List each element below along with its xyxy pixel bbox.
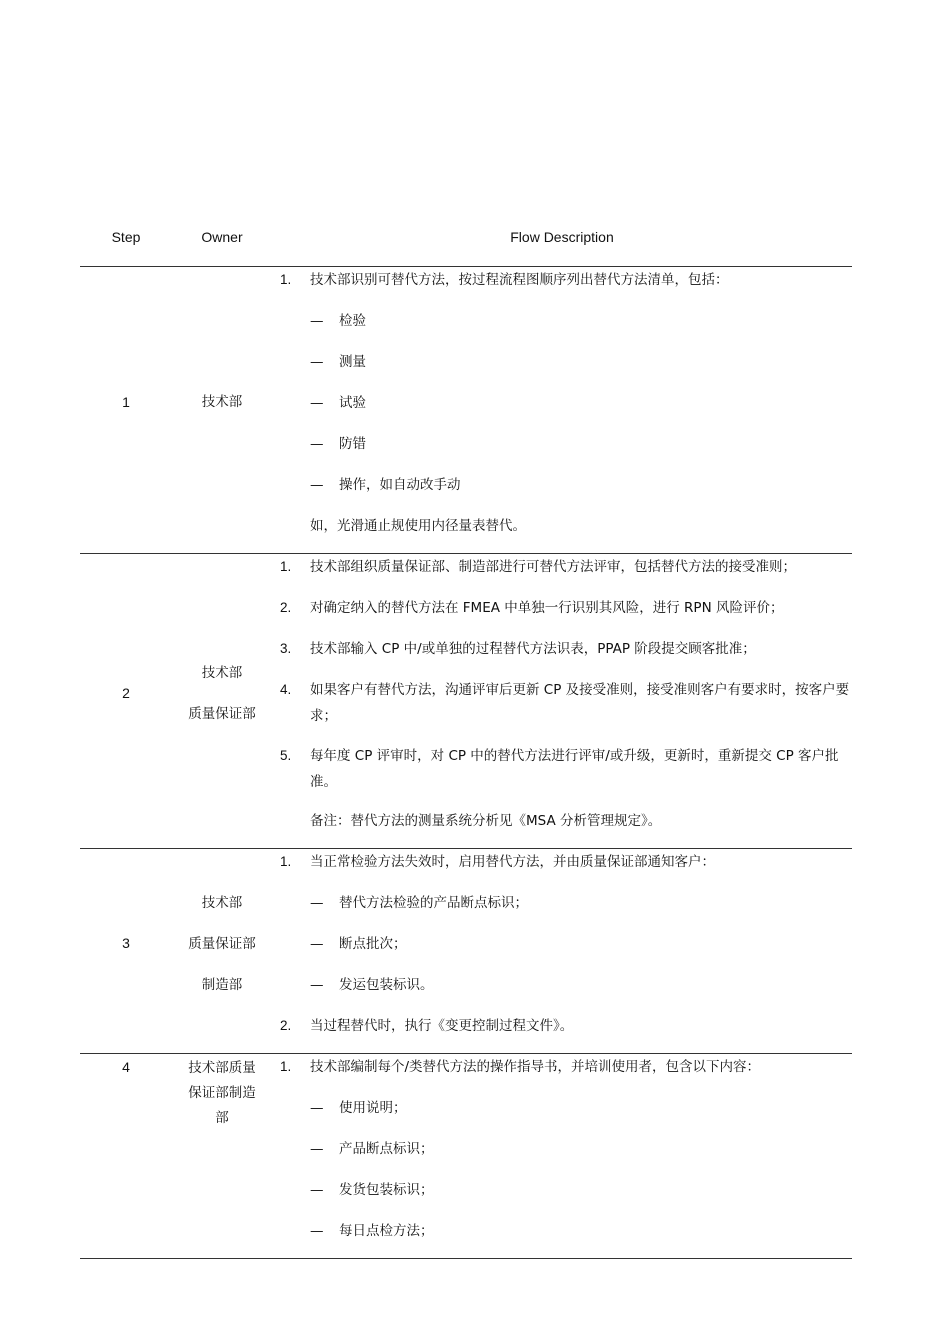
item-number: 5.: [280, 748, 292, 763]
table-row: [80, 553, 852, 848]
owner-name: 制造部: [201, 977, 243, 993]
list-item: [80, 434, 852, 454]
owner-name: 技术部: [201, 665, 243, 681]
owner-name: 技术部: [201, 394, 243, 410]
item-text: 备注：替代方法的测量系统分析见《MSA 分析管理规定》。: [310, 813, 662, 829]
list-item: [80, 1098, 852, 1118]
list-item: [80, 270, 852, 290]
table-row: [80, 266, 852, 553]
item-text: 技术部输入 CP 中/或单独的过程替代方法识表，PPAP 阶段提交顾客批准；: [310, 641, 756, 657]
header-flow-description: Flow Description: [510, 229, 614, 245]
dash-bullet: —: [310, 436, 324, 452]
step-number: 4: [122, 1059, 130, 1075]
item-text: 断点批次；: [339, 936, 407, 952]
list-item: [80, 557, 852, 577]
item-text: 技术部组织质量保证部、制造部进行可替代方法评审，包括替代方法的接受准则；: [310, 559, 796, 575]
list-item: [80, 1180, 852, 1200]
list-item: [80, 639, 852, 659]
owner-name: 部: [215, 1110, 229, 1126]
item-text: 技术部识别可替代方法，按过程流程图顺序列出替代方法清单，包括：: [310, 272, 729, 288]
item-text: 当过程替代时，执行《变更控制过程文件》。: [310, 1018, 574, 1034]
item-number: 2.: [280, 600, 292, 615]
list-item: [80, 475, 852, 495]
item-number: 4.: [280, 682, 292, 697]
list-item: [80, 393, 852, 413]
item-text: 使用说明；: [339, 1100, 407, 1116]
table-bottom-rule: [80, 1258, 852, 1259]
item-text: 每年度 CP 评审时，对 CP 中的替代方法进行评审/或升级，更新时，重新提交 CP 客户批准。: [310, 748, 839, 790]
item-number: 1.: [280, 272, 292, 287]
dash-bullet: —: [310, 1182, 324, 1198]
owner-name: 技术部质量: [188, 1060, 256, 1076]
dash-bullet: —: [310, 895, 324, 911]
owner-name: 质量保证部: [188, 936, 256, 952]
step-number: 2: [122, 685, 130, 701]
header-owner: Owner: [201, 229, 243, 245]
owner-name: 保证部制造: [188, 1085, 256, 1101]
step-number: 1: [122, 394, 130, 410]
item-text: 防错: [339, 436, 366, 452]
item-text: 试验: [339, 395, 366, 411]
item-number: 1.: [280, 559, 292, 574]
list-item: [80, 975, 852, 995]
item-text: 如果客户有替代方法，沟通评审后更新 CP 及接受准则，接受准则客户有要求时，按客户要求；: [310, 682, 850, 724]
item-number: 3.: [280, 641, 292, 656]
table-row: [80, 848, 852, 1053]
dash-bullet: —: [310, 936, 324, 952]
item-text: 操作，如自动改手动: [339, 477, 461, 493]
owner-name: 质量保证部: [188, 706, 256, 722]
dash-bullet: —: [310, 477, 324, 493]
note-line: [80, 811, 852, 831]
item-number: 1.: [280, 854, 292, 869]
item-text: 对确定纳入的替代方法在 FMEA 中单独一行识别其风险，进行 RPN 风险评价；: [310, 600, 784, 616]
list-item: [80, 893, 852, 913]
item-text: 测量: [339, 354, 366, 370]
list-item: [80, 1016, 852, 1036]
item-text: 替代方法检验的产品断点标识；: [339, 895, 528, 911]
list-item: [80, 352, 852, 372]
list-item: [80, 598, 852, 618]
item-text: 如，光滑通止规使用内径量表替代。: [310, 518, 526, 534]
dash-bullet: —: [310, 1141, 324, 1157]
dash-bullet: —: [310, 977, 324, 993]
list-item: [80, 852, 852, 872]
list-item: [80, 934, 852, 954]
item-text: 发运包装标识。: [339, 977, 434, 993]
item-text: 每日点检方法；: [339, 1223, 434, 1239]
owner-name: 技术部: [201, 895, 243, 911]
table-row: [80, 1053, 852, 1258]
dash-bullet: —: [310, 354, 324, 370]
list-item: [80, 1139, 852, 1159]
item-number: 2.: [280, 1018, 292, 1033]
dash-bullet: —: [310, 1223, 324, 1239]
dash-bullet: —: [310, 395, 324, 411]
list-item: [80, 1057, 852, 1077]
note-line: [80, 516, 852, 536]
dash-bullet: —: [310, 1100, 324, 1116]
list-item: [80, 1221, 852, 1241]
table-header: [80, 229, 852, 249]
item-number: 1.: [280, 1059, 292, 1074]
item-text: 当正常检验方法失效时，启用替代方法，并由质量保证部通知客户：: [310, 854, 715, 870]
item-text: 检验: [339, 313, 366, 329]
list-item: [80, 746, 852, 790]
dash-bullet: —: [310, 313, 324, 329]
item-text: 产品断点标识；: [339, 1141, 434, 1157]
step-number: 3: [122, 935, 130, 951]
list-item: [80, 311, 852, 331]
header-step: Step: [111, 229, 141, 245]
item-text: 发货包装标识；: [339, 1182, 434, 1198]
item-text: 技术部编制每个/类替代方法的操作指导书，并培训使用者，包含以下内容：: [310, 1059, 761, 1075]
